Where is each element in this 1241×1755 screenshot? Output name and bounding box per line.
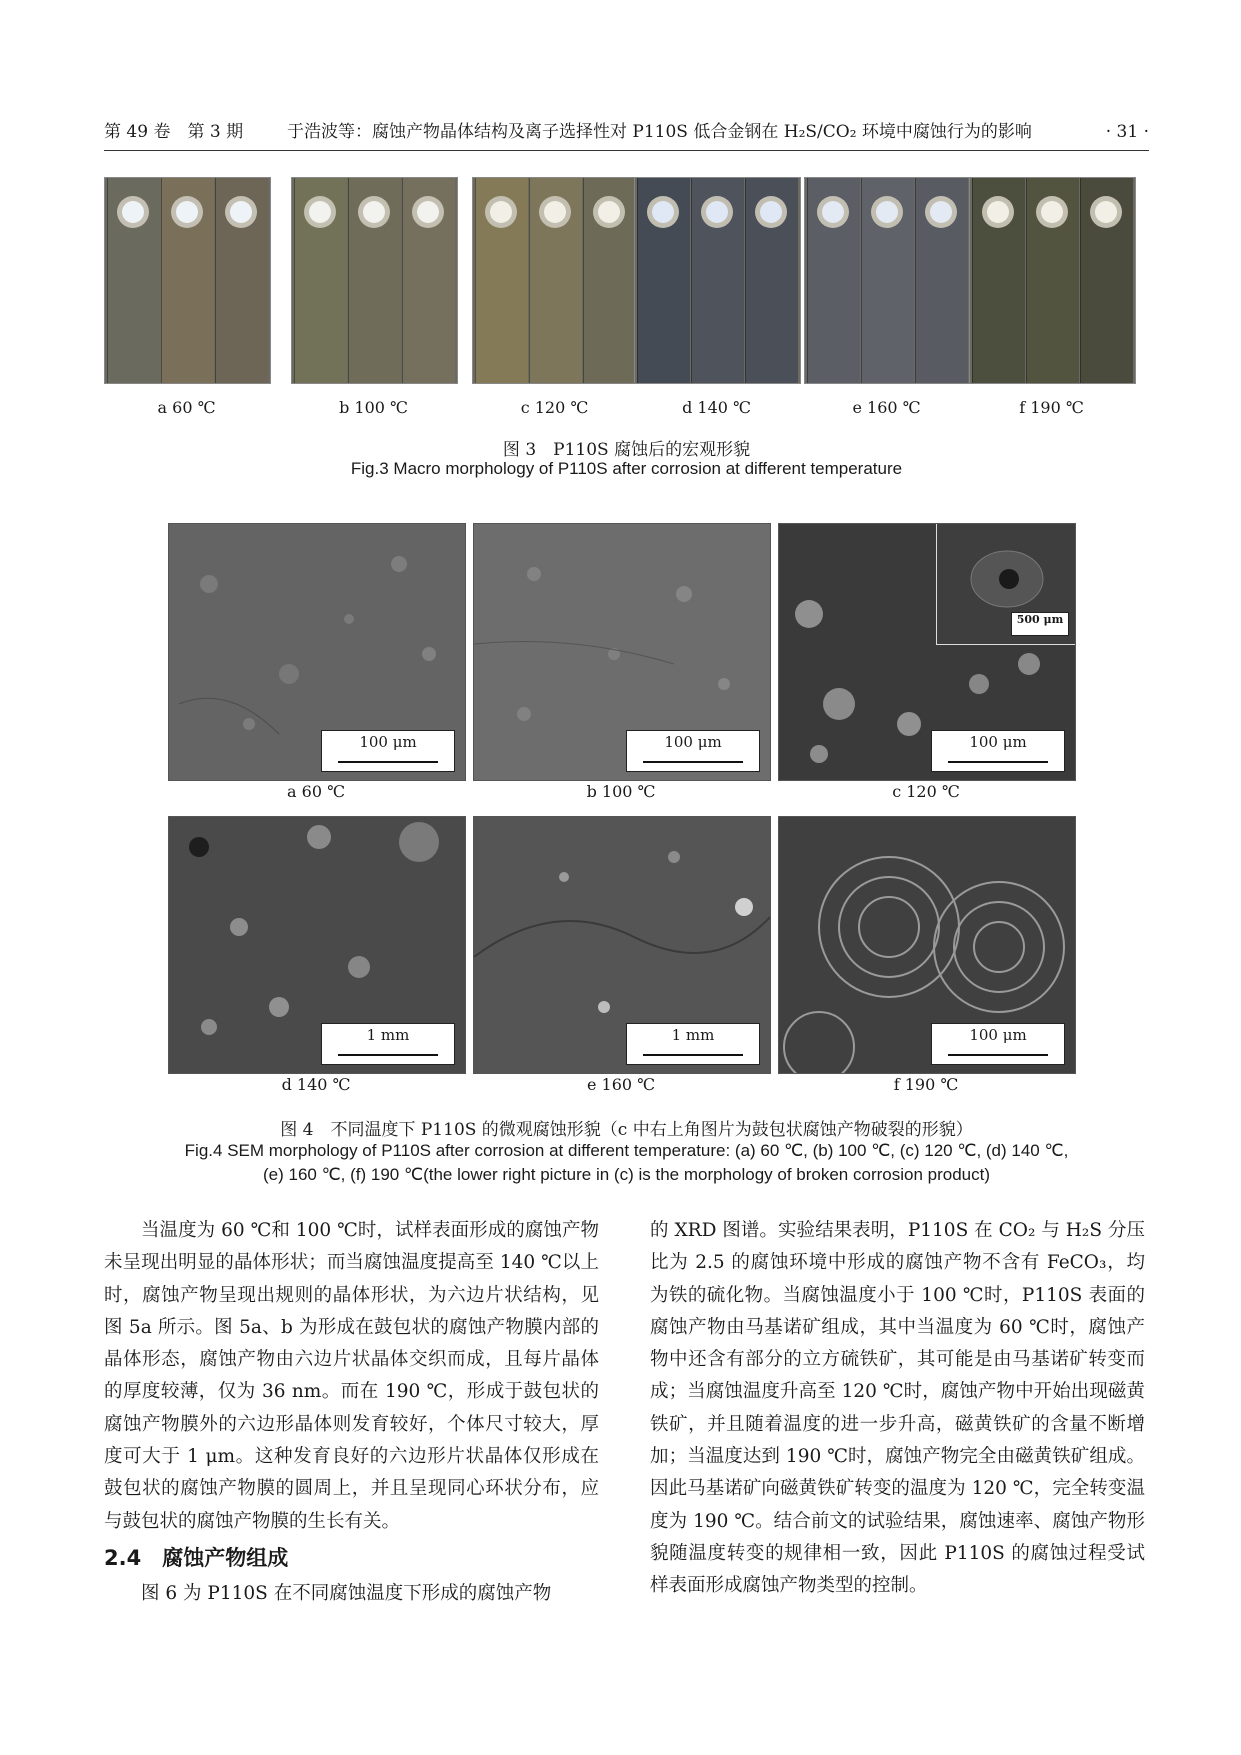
- coupon-hole: [1036, 196, 1068, 228]
- section-heading: 2.4 腐蚀产物组成: [104, 1545, 289, 1570]
- coupon-hole: [701, 196, 733, 228]
- body-paragraph: 的 XRD 图谱。实验结果表明，P110S 在 CO₂ 与 H₂S 分压比为 2.5 的腐蚀环境中形成的腐蚀产物不含有 FeCO₃，均为铁的硫化物。当腐蚀温度小于 100 ℃时，P110S 表面的腐蚀产物由马基诺矿组成，其中当温度为 60 ℃时，腐蚀产物中还含有部分的立方硫铁矿，其可能是由马基诺矿转变而成；当腐蚀温度升高至 120 ℃时，腐蚀产物中开始出现磁黄铁矿，并且随着温度的进一步升高，磁黄铁矿的含量不断增加；当温度达到 190 ℃时，腐蚀产物完全由磁黄铁矿组成。因此马基诺矿向磁黄铁矿转变的温度为 120 ℃，完全转变温度为 190 ℃。结合前文的试验结果，腐蚀速率、腐蚀产物形貌随温度转变的规律相一致，因此 P110S 的腐蚀过程受试样表面形成腐蚀产物类型的控制。: [650, 1220, 1145, 1597]
- sem-inset-image: [936, 524, 1075, 645]
- coupon-hole: [171, 196, 203, 228]
- figure3-photo-d: [634, 177, 801, 384]
- scale-bar: 100 μm: [931, 730, 1065, 772]
- coupon-hole: [412, 196, 444, 228]
- sem-image-b: [473, 523, 771, 781]
- coupon-hole: [817, 196, 849, 228]
- figure4-caption-cn: 图 4 不同温度下 P110S 的微观腐蚀形貌（c 中右上角图片为鼓包状腐蚀产物破裂的形貌）: [280, 1120, 973, 1140]
- inset-scale-bar: 500 μm: [1011, 612, 1069, 636]
- scale-bar: 1 mm: [321, 1023, 455, 1065]
- page-number: · 31 ·: [1105, 122, 1149, 142]
- figure4-label-b: b 100 ℃: [586, 782, 656, 801]
- left-column: [104, 1215, 599, 1610]
- coupon-hole: [485, 196, 517, 228]
- scale-bar: 100 μm: [931, 1023, 1065, 1065]
- figure4-caption-en-line1: Fig.4 SEM morphology of P110S after corrosion at different temperature: (a) 60 ℃, (b) 100 ℃, (c) 120 ℃, (d) 140 ℃,: [184, 1141, 1069, 1160]
- scale-bar: 1 mm: [626, 1023, 760, 1065]
- sem-image-e: [473, 816, 771, 1074]
- figure3-label-e: e 160 ℃: [852, 398, 921, 417]
- figure4-label-d: d 140 ℃: [281, 1075, 351, 1094]
- coupon-hole: [304, 196, 336, 228]
- coupon-hole: [593, 196, 625, 228]
- coupon-hole: [539, 196, 571, 228]
- scale-bar: 100 μm: [321, 730, 455, 772]
- sem-image-a: [168, 523, 466, 781]
- sem-image-c: [778, 523, 1076, 781]
- coupon-hole: [1090, 196, 1122, 228]
- journal-volume-issue: 第 49 卷 第 3 期: [104, 122, 244, 142]
- body-paragraph: 图 6 为 P110S 在不同腐蚀温度下形成的腐蚀产物: [141, 1582, 552, 1604]
- coupon-hole: [647, 196, 679, 228]
- coupon-hole: [225, 196, 257, 228]
- coupon-hole: [925, 196, 957, 228]
- coupon-hole: [871, 196, 903, 228]
- right-column: [650, 1215, 1145, 1603]
- figure4-label-a: a 60 ℃: [287, 782, 345, 801]
- running-header: [104, 118, 1149, 151]
- figure3-photo-f: [969, 177, 1136, 384]
- figure3-photo-c: [472, 177, 639, 384]
- figure3-caption-en: Fig.3 Macro morphology of P110S after corrosion at different temperature: [350, 459, 903, 478]
- body-paragraph: 当温度为 60 ℃和 100 ℃时，试样表面形成的腐蚀产物未呈现出明显的晶体形状；而当腐蚀温度提高至 140 ℃以上时，腐蚀产物呈现出规则的晶体形状，为六边片状结构，见图 5a 所示。图 5a、b 为形成在鼓包状的腐蚀产物膜内部的晶体形态，腐蚀产物由六边片状晶体交织而成，且每片晶体的厚度较薄，仅为 36 nm。而在 190 ℃，形成于鼓包状的腐蚀产物膜外的六边形晶体则发育较好，个体尺寸较大，厚度可大于 1 μm。这种发育良好的六边形片状晶体仅形成在鼓包状的腐蚀产物膜的圆周上，并且呈现同心环状分布，应与鼓包状的腐蚀产物膜的生长有关。: [104, 1220, 599, 1532]
- figure3-label-c: c 120 ℃: [520, 398, 589, 417]
- coupon-hole: [755, 196, 787, 228]
- figure3-label-d: d 140 ℃: [682, 398, 751, 417]
- figure3-label-b: b 100 ℃: [339, 398, 408, 417]
- figure3-photo-a: [104, 177, 271, 384]
- coupon-hole: [982, 196, 1014, 228]
- scale-bar: 100 μm: [626, 730, 760, 772]
- figure3-label-a: a 60 ℃: [157, 398, 216, 417]
- coupon-hole: [358, 196, 390, 228]
- sem-image-f: [778, 816, 1076, 1074]
- figure3-caption-cn: 图 3 P110S 腐蚀后的宏观形貌: [502, 440, 751, 460]
- figure3-photo-b: [291, 177, 458, 384]
- figure4-label-f: f 190 ℃: [893, 1075, 959, 1094]
- running-title: 于浩波等：腐蚀产物晶体结构及离子选择性对 P110S 低合金钢在 H₂S/CO₂ 环境中腐蚀行为的影响: [287, 122, 1032, 142]
- figure4-label-e: e 160 ℃: [586, 1075, 656, 1094]
- figure3-label-f: f 190 ℃: [1019, 398, 1084, 417]
- coupon-hole: [117, 196, 149, 228]
- figure4-label-c: c 120 ℃: [892, 782, 960, 801]
- figure4-caption-en-line2: (e) 160 ℃, (f) 190 ℃(the lower right picture in (c) is the morphology of broken corrosion product): [263, 1165, 990, 1184]
- sem-image-d: [168, 816, 466, 1074]
- figure3-photo-e: [804, 177, 971, 384]
